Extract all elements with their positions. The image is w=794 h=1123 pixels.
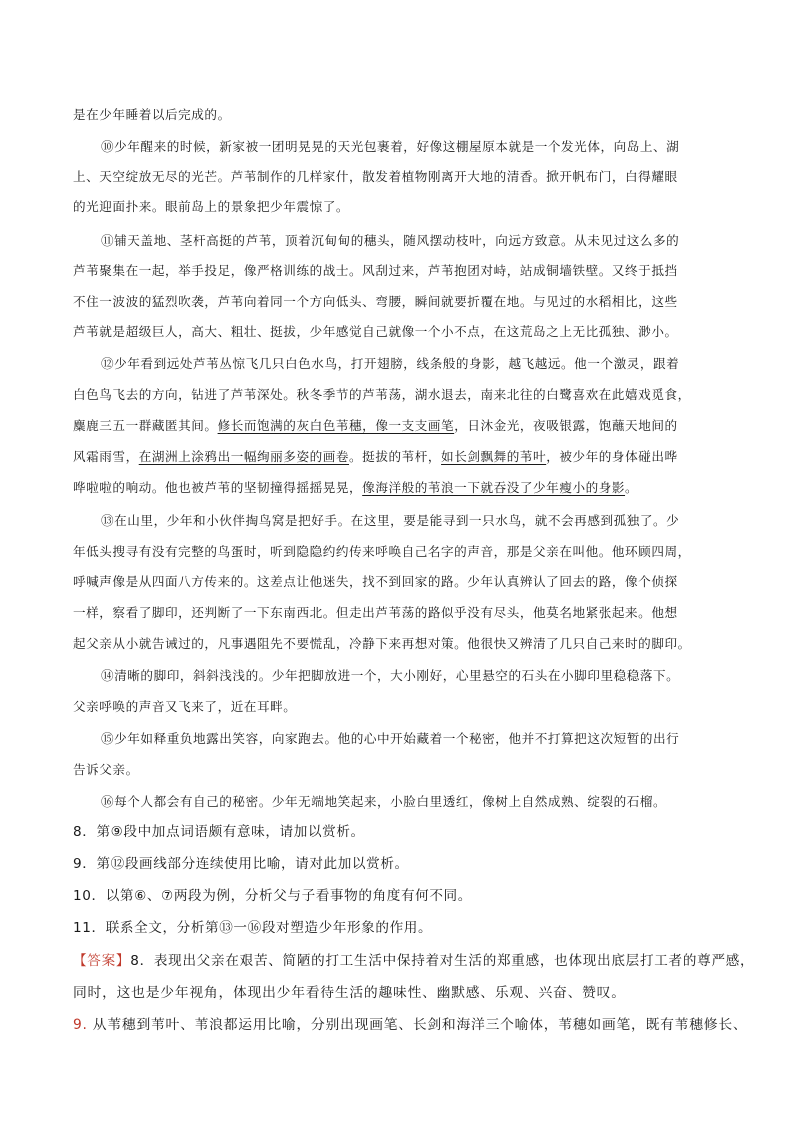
paragraph-12-line (73, 446, 678, 465)
text-run: ，被少年的身体碰出哗 (546, 449, 678, 464)
paragraph-12-line (73, 477, 638, 496)
answer-tag: 【答案】 (73, 953, 131, 969)
text-run: 麋鹿三五一群藏匿其间。 (73, 418, 218, 433)
text-run: 。挺拔的苇杆， (349, 449, 442, 464)
paragraph-13-line: 年低头搜寻有没有完整的鸟蛋时，听到隐隐约约传来呼唤自己名字的声音，那是父亲在叫他。他环顾四周， (73, 544, 691, 559)
paragraph-13-line: ⑬在山里，少年和小伙伴掏鸟窝是把好手。在这里，要是能寻到一只水鸟，就不会再感到孤独了。少 (101, 513, 680, 528)
paragraph-12-line (73, 415, 678, 434)
text-run: 。 (625, 480, 639, 495)
underlined-metaphor: 像海洋般的苇浪一下就吞没了少年瘦小的身影 (362, 480, 626, 495)
question-11: 11．联系全文，分析第⑬一⑯段对塑造少年形象的作用。 (73, 920, 433, 936)
paragraph-10-line: ⑩少年醒来的时候，新家被一团明晃晃的天光包裹着，好像这棚屋原本就是一个发光体，向岛上、湖 (101, 139, 680, 154)
paragraph-14-line: 父亲呼唤的声音又飞来了，近在耳畔。 (73, 699, 297, 714)
paragraph-14-line: ⑭清晰的脚印，斜斜浅浅的。少年把脚放进一个，大小刚好，心里悬空的石头在小脚印里稳稳落下。 (101, 668, 680, 683)
answer-8-line (73, 949, 754, 969)
paragraph-12-line: 白色鸟飞去的方向，钻进了芦苇深处。秋冬季节的芦苇荡，湖水退去，南来北往的白鹭喜欢在此嬉戏觅食， (73, 387, 691, 402)
question-9: 9．第⑫段画线部分连续使用比喻，请对此加以赏析。 (73, 856, 409, 872)
answer-number: 9. (73, 1017, 88, 1033)
paragraph-10-line: 的光迎面扑来。眼前岛上的景象把少年震惊了。 (73, 199, 350, 214)
paragraph-11-line: 芦苇就是超级巨人，高大、粗壮、挺拔，少年感觉自己就像一个小不点，在这荒岛之上无比孤独、渺小。 (73, 324, 678, 339)
paragraph-13-line: 起父亲从小就告诫过的，凡事遇阻先不要慌乱，冷静下来再想对策。他很快又辨清了几只自己来时的脚印。 (73, 636, 691, 651)
paragraph-15-line: 告诉父亲。 (73, 762, 139, 777)
answer-9-line (73, 1013, 747, 1033)
paragraph-12-line: ⑫少年看到远处芦苇丛惊飞几只白色水鸟，打开翅膀，线条般的身影，越飞越远。他一个激灵，跟着 (101, 356, 680, 371)
paragraph-line: 是在少年睡着以后完成的。 (73, 107, 231, 122)
paragraph-13-line: 呼喊声像是从四面八方传来的。这差点让他迷失，找不到回家的路。少年认真辨认了回去的路，像个侦探 (73, 574, 678, 589)
underlined-metaphor: 在湖洲上涂鸦出一幅绚丽多姿的画卷 (138, 449, 350, 464)
text-run: 哗啦啦的响动。他也被芦苇的坚韧撞得摇摇晃晃， (73, 480, 363, 495)
paragraph-13-line: 一样，察看了脚印，还判断了一下东南西北。但走出芦苇荡的路似乎没有尽头，他莫名地紧张起来。他想 (73, 605, 678, 620)
answer-text: 8．表现出父亲在艰苦、简陋的打工生活中保持着对生活的郑重感，也体现出底层打工者的尊严感， (130, 953, 755, 969)
answer-8-line: 同时，这也是少年视角，体现出少年看待生活的趣味性、幽默感、乐观、兴奋、赞叹。 (73, 985, 626, 1001)
paragraph-11-line: 芦苇聚集在一起，举手投足，像严格训练的战士。风刮过来，芦苇抱团对峙，站成铜墙铁壁。又终于抵挡 (73, 263, 678, 278)
text-run: ，日沐金光，夜吸银露，饱蘸天地间的 (454, 418, 678, 433)
paragraph-16-line: ⑯每个人都会有自己的秘密。少年无端地笑起来，小脸白里透红，像树上自然成熟、绽裂的石榴。 (101, 794, 667, 809)
paragraph-11-line: 不住一波波的猛烈吹袭，芦苇向着同一个方向低头、弯腰，瞬间就要折覆在地。与见过的水稻相比，这些 (73, 294, 678, 309)
underlined-metaphor: 修长而饱满的灰白色苇穗，像一支支画笔 (217, 418, 455, 433)
paragraph-10-line: 上、天空绽放无尽的光芒。芦苇制作的几样家什，散发着植物刚离开大地的清香。掀开帆布门，白得耀眼 (73, 169, 678, 184)
underlined-metaphor: 如长剑飘舞的苇叶 (441, 449, 547, 464)
paragraph-11-line: ⑪铺天盖地、茎杆高挺的芦苇，顶着沉甸甸的穗头，随风摆动枝叶，向远方致意。从未见过这么多的 (101, 233, 680, 248)
text-run: 风霜雨雪， (73, 449, 139, 464)
answer-text: 从苇穗到苇叶、苇浪都运用比喻，分别出现画笔、长剑和海洋三个喻体，苇穗如画笔，既有苇穗修长、 (87, 1017, 748, 1033)
question-8: 8．第⑨段中加点词语颇有意味，请加以赏析。 (73, 824, 365, 840)
question-10: 10．以第⑥、⑦两段为例，分析父与子看事物的角度有何不同。 (73, 888, 472, 904)
paragraph-15-line: ⑮少年如释重负地露出笑容，向家跑去。他的心中开始藏着一个秘密，他并不打算把这次短暂的出行 (101, 731, 680, 746)
